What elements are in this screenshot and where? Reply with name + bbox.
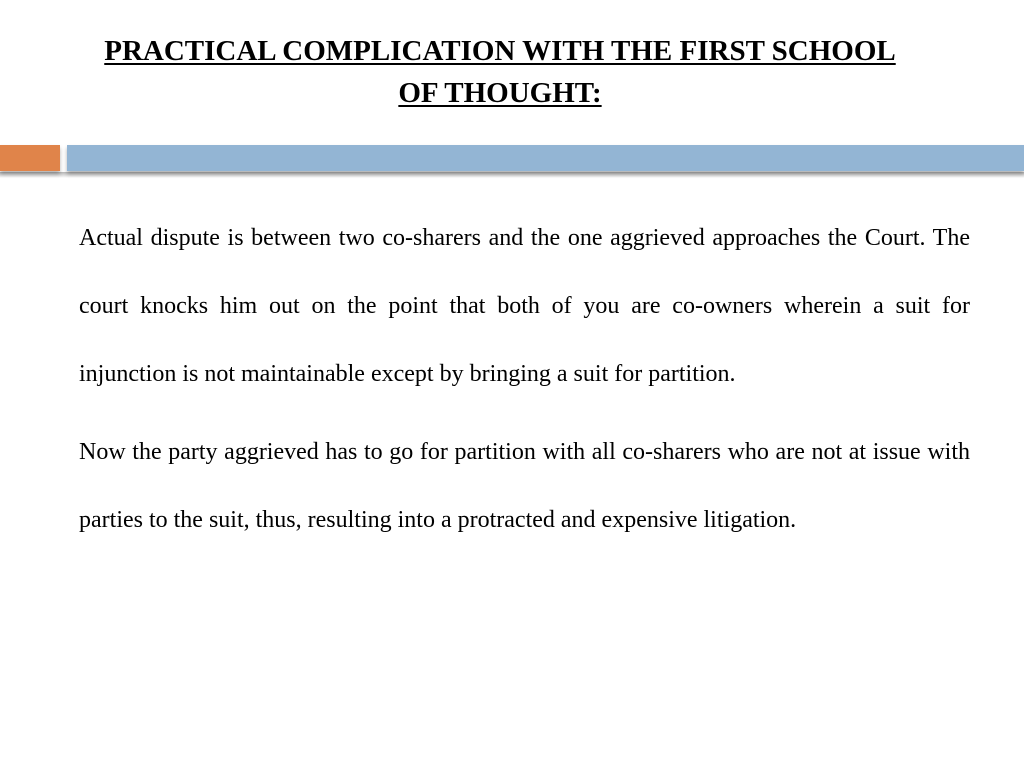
- slide-title-line-1: PRACTICAL COMPLICATION WITH THE FIRST SCHOOL: [104, 35, 896, 67]
- slide-body: [79, 204, 970, 564]
- body-paragraph-2: Now the party aggrieved has to go for partition with all co-sharers who are not at issue with parties to the suit, thus, resulting into a protracted and expensive litigation.: [79, 439, 970, 533]
- slide-title: [20, 30, 980, 114]
- divider-accent-orange: [0, 145, 60, 171]
- body-paragraph-1: Actual dispute is between two co-sharers and the one aggrieved approaches the Court. The court knocks him out on the point that both of you are co-owners wherein a suit for injunction is not maintainable except by bringing a suit for partition.: [79, 225, 970, 387]
- divider-band-shadow: [0, 172, 1024, 178]
- slide-title-line-2: OF THOUGHT:: [398, 77, 602, 109]
- divider-accent-blue: [67, 145, 1024, 171]
